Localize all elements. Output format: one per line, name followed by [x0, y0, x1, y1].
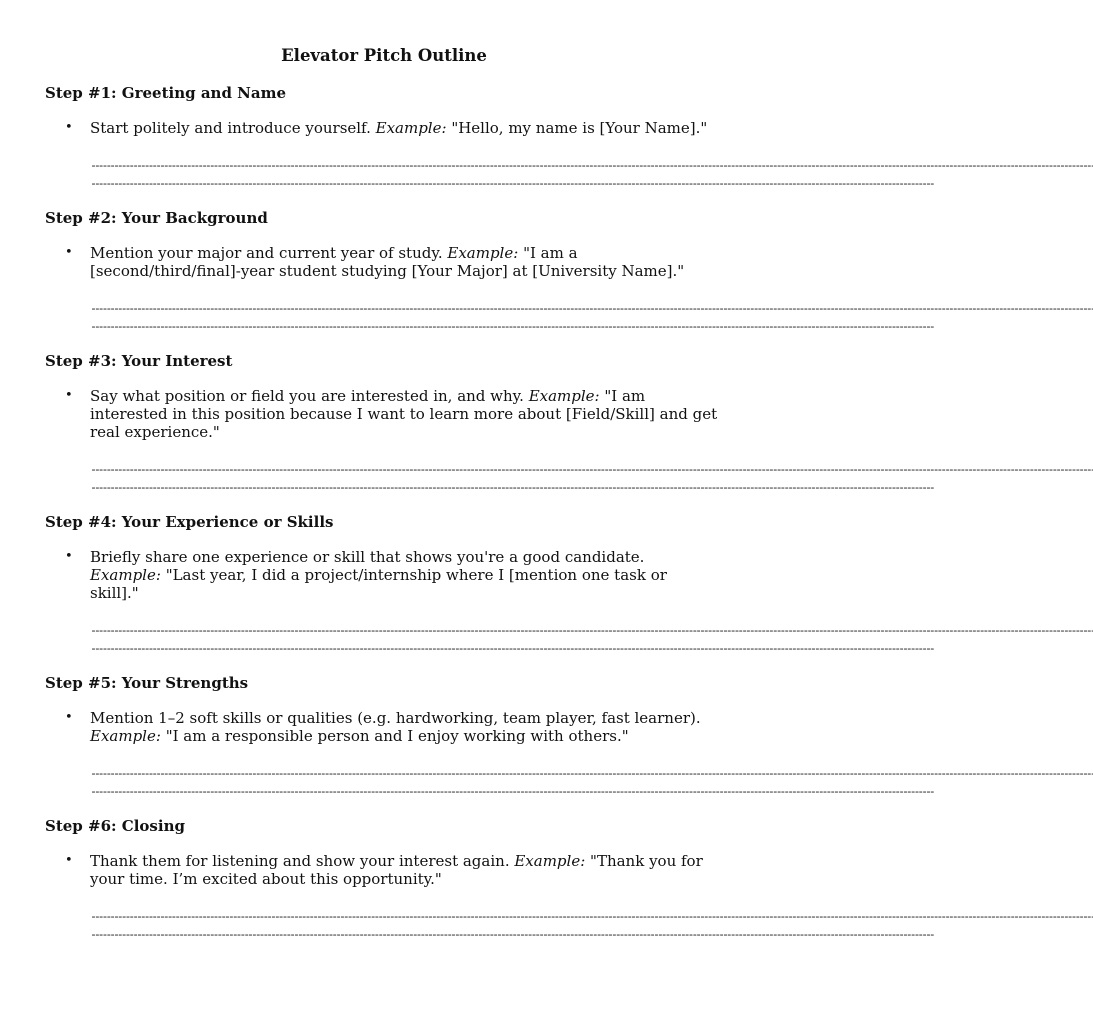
instruction-text: Mention your major and current year of study. [90, 244, 448, 262]
dash-line: ---------------------------------------------------------------------------------------------------------------------------------------------------------------------------------------------------------------------------- [90, 319, 933, 333]
example-label: Example: [90, 727, 161, 745]
step-6 [45, 817, 1093, 943]
step-2 [45, 209, 1093, 335]
dash-line: ---------------------------------------------------------------------------------------------------------------------------------------------------------------------------------------------------------------------------------------------------------------------- [90, 462, 1093, 476]
answer-lines [45, 460, 1093, 496]
dash-line: ---------------------------------------------------------------------------------------------------------------------------------------------------------------------------------------------------------------------------- [90, 176, 933, 190]
example-label: Example: [528, 387, 600, 405]
step-bullet [45, 387, 720, 441]
step-heading: Step #2: Your Background [45, 209, 268, 227]
instruction-text: Say what position or field you are interested in, and why. [90, 387, 529, 405]
step-bullet [45, 709, 720, 745]
step-bullet [45, 852, 720, 888]
answer-lines [45, 621, 1093, 657]
instruction-text: Thank them for listening and show your interest again. [90, 852, 515, 870]
dash-line: ---------------------------------------------------------------------------------------------------------------------------------------------------------------------------------------------------------------------------------------------------------------------- [90, 301, 1093, 315]
step-4 [45, 513, 1093, 657]
example-label: Example: [514, 852, 586, 870]
answer-lines [45, 299, 1093, 335]
step-1 [45, 84, 1093, 192]
step-bullet [45, 548, 720, 602]
bullet-icon: • [65, 853, 73, 868]
page-title: Elevator Pitch Outline [281, 46, 487, 65]
bullet-icon: • [65, 388, 73, 403]
dash-line: ---------------------------------------------------------------------------------------------------------------------------------------------------------------------------------------------------------------------------------------------------------------------- [90, 909, 1093, 923]
step-heading: Step #6: Closing [45, 817, 185, 835]
example-text: "Thank you for your time. I’m excited about this opportunity." [90, 852, 703, 888]
example-text: "I am a [second/third/final]-year student studying [Your Major] at [University Name]." [90, 244, 685, 280]
dash-line: ---------------------------------------------------------------------------------------------------------------------------------------------------------------------------------------------------------------------------- [90, 784, 933, 798]
answer-lines [45, 764, 1093, 800]
example-text: "Hello, my name is [Your Name]." [451, 119, 708, 137]
dash-line: ---------------------------------------------------------------------------------------------------------------------------------------------------------------------------------------------------------------------------------------------------------------------- [90, 158, 1093, 172]
dash-line: ---------------------------------------------------------------------------------------------------------------------------------------------------------------------------------------------------------------------------- [90, 641, 933, 655]
step-bullet [45, 244, 720, 280]
step-heading: Step #3: Your Interest [45, 352, 233, 370]
example-label: Example: [90, 566, 161, 584]
example-label: Example: [375, 119, 447, 137]
bullet-icon: • [65, 710, 73, 725]
instruction-text: Briefly share one experience or skill that shows you're a good candidate. [90, 548, 645, 566]
example-text: "I am a responsible person and I enjoy working with others." [165, 727, 629, 745]
step-5 [45, 674, 1093, 800]
answer-lines [45, 156, 1093, 192]
step-bullet [45, 119, 720, 137]
instruction-text: Start politely and introduce yourself. [90, 119, 376, 137]
dash-line: ---------------------------------------------------------------------------------------------------------------------------------------------------------------------------------------------------------------------------------------------------------------------- [90, 766, 1093, 780]
instruction-text: Mention 1–2 soft skills or qualities (e.g. hardworking, team player, fast learner). [90, 709, 701, 727]
dash-line: ---------------------------------------------------------------------------------------------------------------------------------------------------------------------------------------------------------------------------- [90, 927, 933, 941]
step-heading: Step #1: Greeting and Name [45, 84, 287, 102]
step-heading: Step #4: Your Experience or Skills [45, 513, 334, 531]
bullet-icon: • [65, 549, 73, 564]
example-text: "I am interested in this position because I want to learn more about [Field/Skill] and get real experience." [90, 387, 718, 441]
example-text: "Last year, I did a project/internship where I [mention one task or skill]." [90, 566, 667, 602]
dash-line: ---------------------------------------------------------------------------------------------------------------------------------------------------------------------------------------------------------------------------- [90, 480, 933, 494]
step-3 [45, 352, 1093, 496]
bullet-icon: • [65, 120, 73, 135]
bullet-icon: • [65, 245, 73, 260]
step-heading: Step #5: Your Strengths [45, 674, 249, 692]
answer-lines [45, 907, 1093, 943]
dash-line: ---------------------------------------------------------------------------------------------------------------------------------------------------------------------------------------------------------------------------------------------------------------------- [90, 623, 1093, 637]
example-label: Example: [447, 244, 519, 262]
